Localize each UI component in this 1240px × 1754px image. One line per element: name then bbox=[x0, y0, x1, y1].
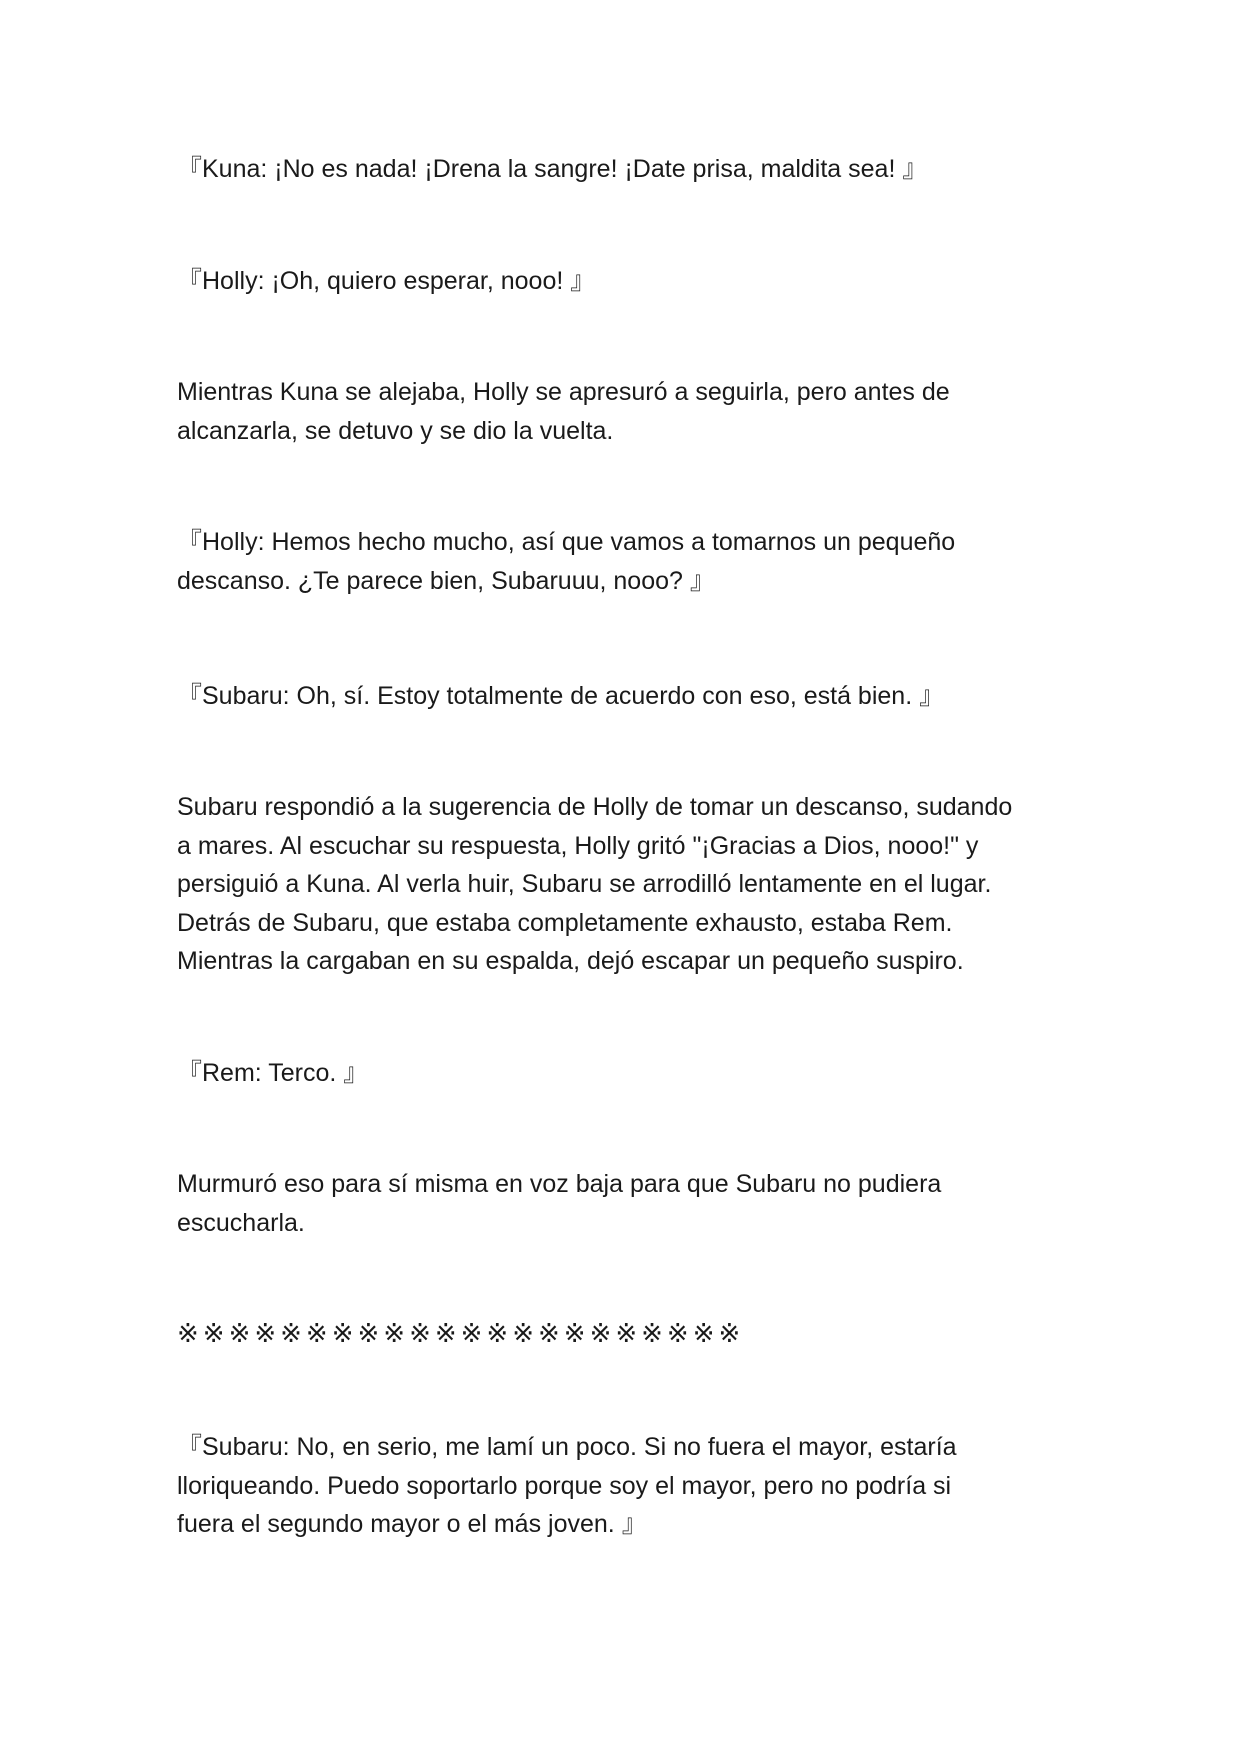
text-line: lloriqueando. Puedo soportarlo porque soy el mayor, pero no podría si bbox=[177, 1471, 952, 1500]
text-line: alcanzarla, se detuvo y se dio la vuelta. bbox=[177, 416, 614, 445]
text-line: 『Subaru: Oh, sí. Estoy totalmente de acuerdo con eso, está bien. 』 bbox=[177, 682, 945, 710]
text-line: Mientras Kuna se alejaba, Holly se apresuró a seguirla, pero antes de bbox=[177, 378, 950, 406]
scene-separator bbox=[177, 1314, 1077, 1353]
text-line: Mientras la cargaban en su espalda, dejó escapar un pequeño suspiro. bbox=[177, 947, 964, 975]
text-line: 『Holly: Hemos hecho mucho, así que vamos a tomarnos un pequeño bbox=[177, 528, 956, 556]
text-line: 『Holly: ¡Oh, quiero esperar, nooo! 』 bbox=[177, 267, 596, 295]
dialogue-rem bbox=[177, 1054, 1077, 1093]
text-line: 『Subaru: No, en serio, me lamí un poco. Si no fuera el mayor, estaría bbox=[177, 1433, 957, 1461]
dialogue-subaru-1 bbox=[177, 677, 1077, 716]
text-line: descanso. ¿Te parece bien, Subaruuu, nooo? 』 bbox=[177, 566, 715, 595]
dialogue-subaru-2 bbox=[177, 1428, 1077, 1544]
text-line: Murmuró eso para sí misma en voz baja para que Subaru no pudiera bbox=[177, 1170, 942, 1198]
text-line: fuera el segundo mayor o el más joven. 』 bbox=[177, 1510, 647, 1538]
dialogue-holly-1 bbox=[177, 262, 1077, 301]
text-line: Subaru respondió a la sugerencia de Holly de tomar un descanso, sudando bbox=[177, 793, 1013, 821]
text-line: escucharla. bbox=[177, 1208, 305, 1237]
text-line: 『Rem: Terco. 』 bbox=[177, 1059, 369, 1087]
narration-1 bbox=[177, 373, 1077, 450]
text-line: persiguió a Kuna. Al verla huir, Subaru se arrodilló lentamente en el lugar. bbox=[177, 870, 992, 898]
text-line: Detrás de Subaru, que estaba completamente exhausto, estaba Rem. bbox=[177, 908, 953, 937]
narration-3 bbox=[177, 1165, 1077, 1242]
dialogue-kuna bbox=[177, 150, 1077, 189]
text-line: a mares. Al escuchar su respuesta, Holly gritó "¡Gracias a Dios, nooo!" y bbox=[177, 831, 979, 860]
dialogue-holly-2 bbox=[177, 523, 1077, 600]
separator-line: ※※※※※※※※※※※※※※※※※※※※※※ bbox=[177, 1318, 745, 1348]
narration-2 bbox=[177, 788, 1077, 981]
text-line: 『Kuna: ¡No es nada! ¡Drena la sangre! ¡Date prisa, maldita sea! 』 bbox=[177, 155, 928, 183]
